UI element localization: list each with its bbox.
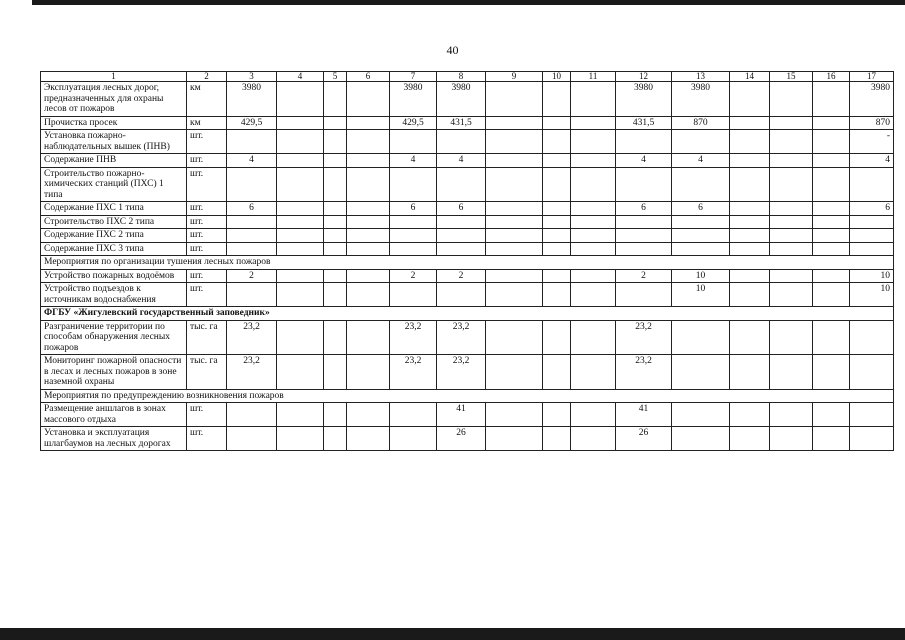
value-cell [672, 130, 730, 154]
measure-name: Содержание ПХС 1 типа [41, 202, 187, 216]
value-cell [813, 167, 850, 202]
value-cell: 23,2 [390, 320, 437, 355]
value-cell [486, 154, 543, 168]
unit-cell: шт. [187, 427, 227, 451]
value-cell [437, 283, 486, 307]
value-cell [324, 427, 347, 451]
value-cell [227, 229, 277, 243]
value-cell [571, 130, 616, 154]
section-row [41, 389, 894, 403]
measure-name: Строительство ПХС 2 типа [41, 215, 187, 229]
value-cell [571, 269, 616, 283]
value-cell [324, 116, 347, 130]
table-row [41, 202, 894, 216]
value-cell: 429,5 [390, 116, 437, 130]
column-header: 3 [227, 72, 277, 82]
measure-name: Установка пожарно-наблюдательных вышек (ПНВ) [41, 130, 187, 154]
value-cell [543, 320, 571, 355]
value-cell [813, 229, 850, 243]
value-cell [770, 355, 813, 390]
value-cell [486, 242, 543, 256]
value-cell: 870 [672, 116, 730, 130]
measure-name: Размещение аншлагов в зонах массового отдыха [41, 403, 187, 427]
value-cell [616, 130, 672, 154]
value-cell [850, 242, 894, 256]
value-cell: 4 [672, 154, 730, 168]
value-cell [813, 355, 850, 390]
column-header: 10 [543, 72, 571, 82]
value-cell [347, 154, 390, 168]
value-cell [813, 116, 850, 130]
column-header: 7 [390, 72, 437, 82]
value-cell [486, 130, 543, 154]
value-cell [813, 130, 850, 154]
fire-measures-table [40, 71, 894, 451]
value-cell [543, 355, 571, 390]
value-cell [616, 215, 672, 229]
value-cell: 41 [437, 403, 486, 427]
value-cell: 3980 [672, 82, 730, 117]
value-cell [324, 229, 347, 243]
unit-cell: шт. [187, 269, 227, 283]
value-cell [571, 283, 616, 307]
column-header: 5 [324, 72, 347, 82]
value-cell [277, 242, 324, 256]
table-row [41, 283, 894, 307]
value-cell [730, 229, 770, 243]
table-row [41, 320, 894, 355]
value-cell [813, 269, 850, 283]
value-cell [571, 320, 616, 355]
value-cell [813, 154, 850, 168]
value-cell [813, 427, 850, 451]
value-cell [347, 116, 390, 130]
value-cell [770, 320, 813, 355]
value-cell: 4 [227, 154, 277, 168]
table-row [41, 355, 894, 390]
value-cell [486, 215, 543, 229]
value-cell [486, 167, 543, 202]
value-cell: 2 [227, 269, 277, 283]
value-cell [770, 130, 813, 154]
value-cell [770, 283, 813, 307]
value-cell [543, 283, 571, 307]
value-cell: 6 [390, 202, 437, 216]
value-cell [850, 427, 894, 451]
measure-name: Устройство подъездов к источникам водоснабжения [41, 283, 187, 307]
value-cell [730, 167, 770, 202]
value-cell: 2 [437, 269, 486, 283]
column-header: 6 [347, 72, 390, 82]
value-cell [390, 229, 437, 243]
value-cell [543, 202, 571, 216]
measure-name: Мониторинг пожарной опасности в лесах и лесных пожаров в зоне наземной охраны [41, 355, 187, 390]
value-cell [770, 229, 813, 243]
value-cell [850, 167, 894, 202]
value-cell [543, 82, 571, 117]
value-cell: 4 [437, 154, 486, 168]
value-cell [672, 242, 730, 256]
value-cell [486, 116, 543, 130]
value-cell: 23,2 [390, 355, 437, 390]
value-cell [324, 355, 347, 390]
value-cell [813, 403, 850, 427]
table-row [41, 116, 894, 130]
value-cell [850, 215, 894, 229]
value-cell: 23,2 [437, 355, 486, 390]
unit-cell: шт. [187, 202, 227, 216]
value-cell [543, 427, 571, 451]
measure-name: Строительство пожарно-химических станций (ПХС) 1 типа [41, 167, 187, 202]
value-cell [571, 229, 616, 243]
value-cell [486, 320, 543, 355]
value-cell [277, 167, 324, 202]
value-cell [672, 427, 730, 451]
measure-name: Устройство пожарных водоёмов [41, 269, 187, 283]
measure-name: Разграничение территории по способам обнаружения лесных пожаров [41, 320, 187, 355]
column-header: 15 [770, 72, 813, 82]
value-cell [616, 283, 672, 307]
value-cell [437, 167, 486, 202]
value-cell [770, 403, 813, 427]
value-cell [277, 202, 324, 216]
value-cell [616, 229, 672, 243]
value-cell [813, 82, 850, 117]
value-cell [347, 167, 390, 202]
value-cell [543, 130, 571, 154]
value-cell [543, 154, 571, 168]
scan-top-edge [32, 0, 905, 5]
value-cell [730, 320, 770, 355]
value-cell [324, 215, 347, 229]
value-cell: - [850, 130, 894, 154]
value-cell: 10 [672, 269, 730, 283]
value-cell [390, 130, 437, 154]
value-cell [324, 283, 347, 307]
column-header: 12 [616, 72, 672, 82]
measure-name: Эксплуатация лесных дорог, предназначенных для охраны лесов от пожаров [41, 82, 187, 117]
value-cell: 2 [616, 269, 672, 283]
value-cell: 3980 [227, 82, 277, 117]
value-cell: 23,2 [616, 320, 672, 355]
column-header: 17 [850, 72, 894, 82]
value-cell [486, 269, 543, 283]
column-header: 9 [486, 72, 543, 82]
value-cell [227, 283, 277, 307]
section-title: Мероприятия по организации тушения лесных пожаров [41, 256, 894, 270]
table-header-row [41, 72, 894, 82]
column-header: 4 [277, 72, 324, 82]
value-cell: 23,2 [227, 320, 277, 355]
value-cell [850, 229, 894, 243]
value-cell [390, 167, 437, 202]
column-header: 16 [813, 72, 850, 82]
value-cell [571, 82, 616, 117]
column-header: 2 [187, 72, 227, 82]
value-cell [486, 283, 543, 307]
value-cell [347, 427, 390, 451]
value-cell [730, 427, 770, 451]
value-cell [616, 167, 672, 202]
value-cell [277, 215, 324, 229]
unit-cell: шт. [187, 215, 227, 229]
value-cell [324, 269, 347, 283]
value-cell [770, 427, 813, 451]
value-cell [277, 154, 324, 168]
value-cell [770, 202, 813, 216]
value-cell [571, 202, 616, 216]
value-cell: 4 [616, 154, 672, 168]
value-cell: 6 [616, 202, 672, 216]
table-row [41, 215, 894, 229]
value-cell [347, 202, 390, 216]
value-cell: 41 [616, 403, 672, 427]
value-cell [616, 242, 672, 256]
value-cell [227, 403, 277, 427]
value-cell: 431,5 [616, 116, 672, 130]
measure-name: Установка и эксплуатация шлагбаумов на лесных дорогах [41, 427, 187, 451]
value-cell: 431,5 [437, 116, 486, 130]
value-cell [730, 82, 770, 117]
value-cell [770, 154, 813, 168]
value-cell [571, 215, 616, 229]
value-cell [813, 242, 850, 256]
value-cell [277, 229, 324, 243]
table-body [41, 82, 894, 451]
value-cell: 26 [437, 427, 486, 451]
value-cell [227, 215, 277, 229]
value-cell: 6 [227, 202, 277, 216]
value-cell: 3980 [616, 82, 672, 117]
value-cell [324, 130, 347, 154]
value-cell [730, 154, 770, 168]
value-cell: 10 [850, 269, 894, 283]
value-cell [672, 167, 730, 202]
value-cell [227, 130, 277, 154]
section-title: Мероприятия по предупреждению возникновения пожаров [41, 389, 894, 403]
value-cell [571, 242, 616, 256]
value-cell [730, 215, 770, 229]
value-cell [390, 403, 437, 427]
value-cell [770, 116, 813, 130]
unit-cell: шт. [187, 283, 227, 307]
unit-cell: км [187, 116, 227, 130]
value-cell [347, 242, 390, 256]
value-cell [347, 403, 390, 427]
value-cell: 2 [390, 269, 437, 283]
value-cell [730, 202, 770, 216]
value-cell [324, 202, 347, 216]
value-cell [324, 154, 347, 168]
value-cell [770, 215, 813, 229]
value-cell [347, 269, 390, 283]
value-cell: 10 [850, 283, 894, 307]
value-cell [227, 167, 277, 202]
value-cell [347, 130, 390, 154]
column-header: 13 [672, 72, 730, 82]
value-cell [486, 229, 543, 243]
value-cell [571, 167, 616, 202]
column-header: 14 [730, 72, 770, 82]
value-cell: 23,2 [227, 355, 277, 390]
value-cell [543, 167, 571, 202]
unit-cell: тыс. га [187, 355, 227, 390]
value-cell [813, 320, 850, 355]
unit-cell: тыс. га [187, 320, 227, 355]
value-cell [571, 355, 616, 390]
value-cell [672, 355, 730, 390]
table-row [41, 82, 894, 117]
measure-name: Содержание ПХС 2 типа [41, 229, 187, 243]
value-cell [347, 229, 390, 243]
value-cell [227, 242, 277, 256]
value-cell [672, 229, 730, 243]
value-cell [277, 116, 324, 130]
value-cell [543, 403, 571, 427]
value-cell [571, 116, 616, 130]
table-row [41, 427, 894, 451]
value-cell [571, 154, 616, 168]
value-cell [277, 269, 324, 283]
value-cell [672, 403, 730, 427]
value-cell [227, 427, 277, 451]
table-row [41, 229, 894, 243]
value-cell [543, 269, 571, 283]
value-cell [486, 403, 543, 427]
unit-cell: шт. [187, 167, 227, 202]
table-row [41, 403, 894, 427]
value-cell [813, 283, 850, 307]
measure-name: Содержание ПНВ [41, 154, 187, 168]
table-row [41, 242, 894, 256]
value-cell [277, 82, 324, 117]
value-cell [770, 167, 813, 202]
value-cell [543, 242, 571, 256]
value-cell [347, 215, 390, 229]
value-cell [730, 403, 770, 427]
value-cell [770, 269, 813, 283]
value-cell: 429,5 [227, 116, 277, 130]
value-cell: 3980 [850, 82, 894, 117]
value-cell [347, 82, 390, 117]
value-cell [770, 242, 813, 256]
value-cell [543, 215, 571, 229]
value-cell [277, 130, 324, 154]
value-cell [672, 215, 730, 229]
table-row [41, 167, 894, 202]
section-title: ФГБУ «Жигулевский государственный заповедник» [41, 307, 894, 321]
value-cell: 3980 [437, 82, 486, 117]
value-cell [730, 116, 770, 130]
column-header: 11 [571, 72, 616, 82]
value-cell [390, 283, 437, 307]
value-cell: 3980 [390, 82, 437, 117]
value-cell [730, 355, 770, 390]
value-cell [324, 82, 347, 117]
value-cell: 6 [850, 202, 894, 216]
table-row [41, 269, 894, 283]
section-row [41, 256, 894, 270]
value-cell [486, 202, 543, 216]
value-cell [437, 242, 486, 256]
value-cell [850, 355, 894, 390]
value-cell: 4 [850, 154, 894, 168]
value-cell [437, 130, 486, 154]
value-cell [390, 427, 437, 451]
value-cell [277, 320, 324, 355]
value-cell [347, 320, 390, 355]
value-cell [277, 403, 324, 427]
value-cell [730, 269, 770, 283]
table-row [41, 154, 894, 168]
value-cell: 26 [616, 427, 672, 451]
column-header: 8 [437, 72, 486, 82]
value-cell [277, 427, 324, 451]
section-row [41, 307, 894, 321]
value-cell [813, 215, 850, 229]
unit-cell: шт. [187, 242, 227, 256]
value-cell [730, 130, 770, 154]
value-cell: 6 [437, 202, 486, 216]
value-cell [543, 116, 571, 130]
value-cell [437, 215, 486, 229]
value-cell [543, 229, 571, 243]
value-cell [437, 229, 486, 243]
value-cell [730, 283, 770, 307]
value-cell [390, 215, 437, 229]
value-cell [324, 167, 347, 202]
unit-cell: шт. [187, 403, 227, 427]
value-cell [813, 202, 850, 216]
value-cell: 4 [390, 154, 437, 168]
page-number: 40 [446, 43, 459, 57]
value-cell [277, 355, 324, 390]
unit-cell: шт. [187, 229, 227, 243]
value-cell [571, 427, 616, 451]
measure-name: Прочистка просек [41, 116, 187, 130]
value-cell [324, 242, 347, 256]
value-cell [347, 355, 390, 390]
value-cell [390, 242, 437, 256]
value-cell: 23,2 [437, 320, 486, 355]
scan-bottom-edge [0, 628, 905, 640]
measure-name: Содержание ПХС 3 типа [41, 242, 187, 256]
value-cell: 6 [672, 202, 730, 216]
value-cell [850, 403, 894, 427]
value-cell [324, 320, 347, 355]
value-cell [277, 283, 324, 307]
value-cell [486, 355, 543, 390]
value-cell: 10 [672, 283, 730, 307]
value-cell: 23,2 [616, 355, 672, 390]
value-cell [730, 242, 770, 256]
value-cell: 870 [850, 116, 894, 130]
value-cell [486, 427, 543, 451]
value-cell [347, 283, 390, 307]
value-cell [571, 403, 616, 427]
value-cell [486, 82, 543, 117]
unit-cell: шт. [187, 130, 227, 154]
value-cell [850, 320, 894, 355]
value-cell [672, 320, 730, 355]
value-cell [324, 403, 347, 427]
unit-cell: км [187, 82, 227, 117]
value-cell [770, 82, 813, 117]
unit-cell: шт. [187, 154, 227, 168]
column-header: 1 [41, 72, 187, 82]
table-row [41, 130, 894, 154]
